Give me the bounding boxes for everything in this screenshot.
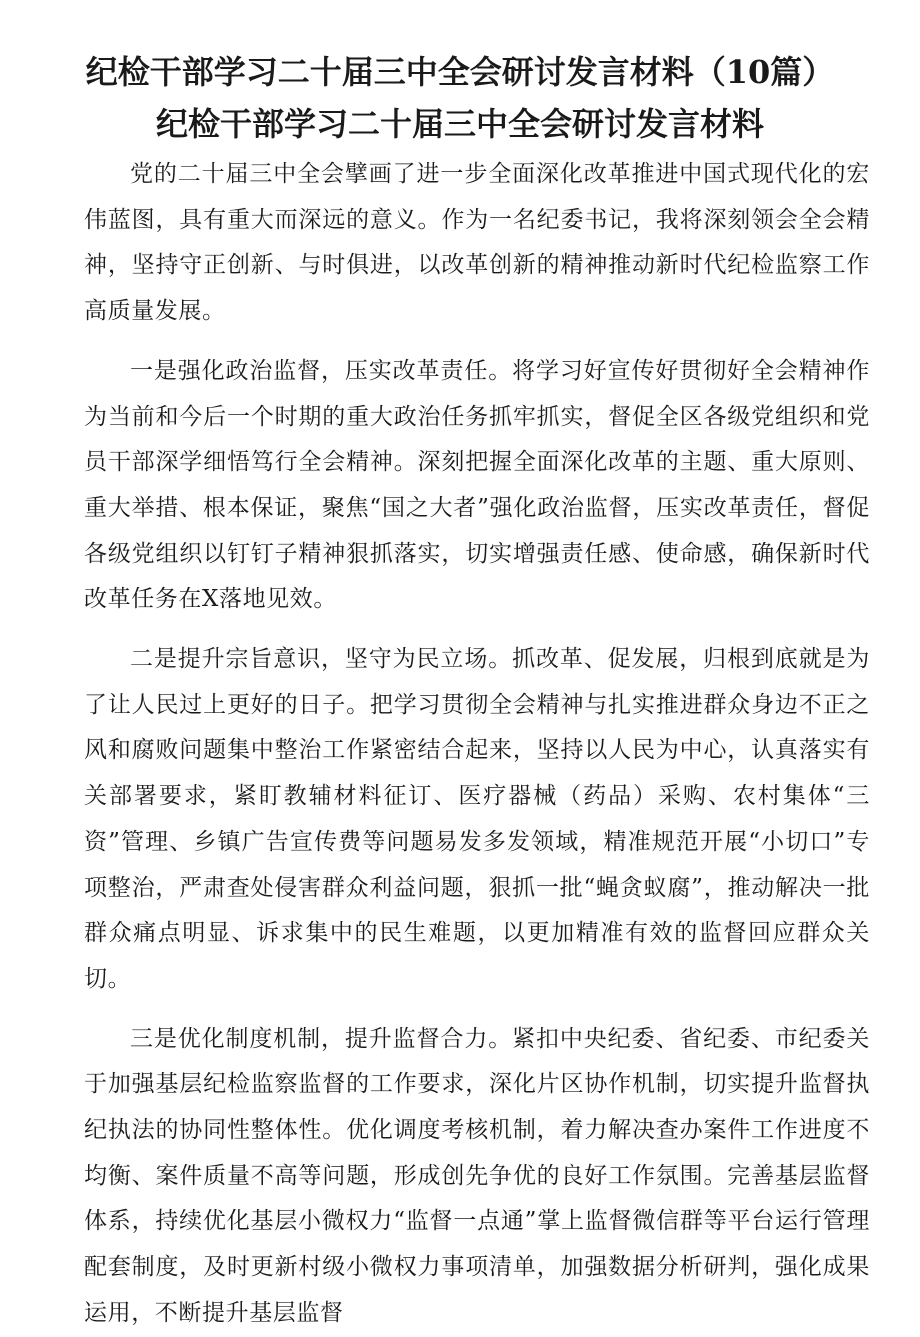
paragraph-people-centered: 二是提升宗旨意识，坚守为民立场。抓改革、促发展，归根到底就是为了让人民过上更好的日子。把学习贯彻全会精神与扎实推进群众身边不正之风和腐败问题集中整治工作紧密结合起来，坚持以人民为中心，认真落实有关部署要求，紧盯教辅材料征订、医疗器械（药品）采购、农村集体“三资”管理、乡镇广告宣传费等问题易发多发领域，精准规范开展“小切口”专项整治，严肃查处侵害群众利益问题，狠抓一批“蝇贪蚁腐”，推动解决一批群众痛点明显、诉求集中的民生难题，以更加精准有效的监督回应群众关切。 bbox=[84, 646, 870, 992]
document-subtitle: 纪检干部学习二十届三中全会研讨发言材料 bbox=[155, 105, 764, 143]
paragraph-institutional-mechanism: 三是优化制度机制，提升监督合力。紧扣中央纪委、省纪委、市纪委关于加强基层纪检监察监督的工作要求，深化片区协作机制，切实提升监督执纪执法的协同性整体性。优化调度考核机制，着力解决查办案件工作进度不均衡、案件质量不高等问题，形成创先争优的良好工作氛围。完善基层监督体系，持续优化基层小微权力“监督一点通”掌上监督微信群等平台运行管理配套制度，及时更新村级小微权力事项清单，加强数据分析研判，强化成果运用，不断提升基层监督 bbox=[84, 1025, 870, 1326]
document-body bbox=[84, 152, 870, 1337]
document-title: 纪检干部学习二十届三中全会研讨发言材料（10篇） bbox=[85, 53, 835, 91]
paragraph-political-supervision: 一是强化政治监督，压实改革责任。将学习好宣传好贯彻好全会精神作为当前和今后一个时期的重大政治任务抓牢抓实，督促全区各级党组织和党员干部深学细悟笃行全会精神。深刻把握全面深化改革的主题、重大原则、重大举措、根本保证，聚焦“国之大者”强化政治监督，压实改革责任，督促各级党组织以钉钉子精神狠抓落实，切实增强责任感、使命感，确保新时代改革任务在X落地见效。 bbox=[84, 357, 870, 613]
paragraph-intro: 党的二十届三中全会擘画了进一步全面深化改革推进中国式现代化的宏伟蓝图，具有重大而深远的意义。作为一名纪委书记，我将深刻领会全会精神，坚持守正创新、与时俱进，以改革创新的精神推动新时代纪检监察工作高质量发展。 bbox=[84, 161, 870, 325]
